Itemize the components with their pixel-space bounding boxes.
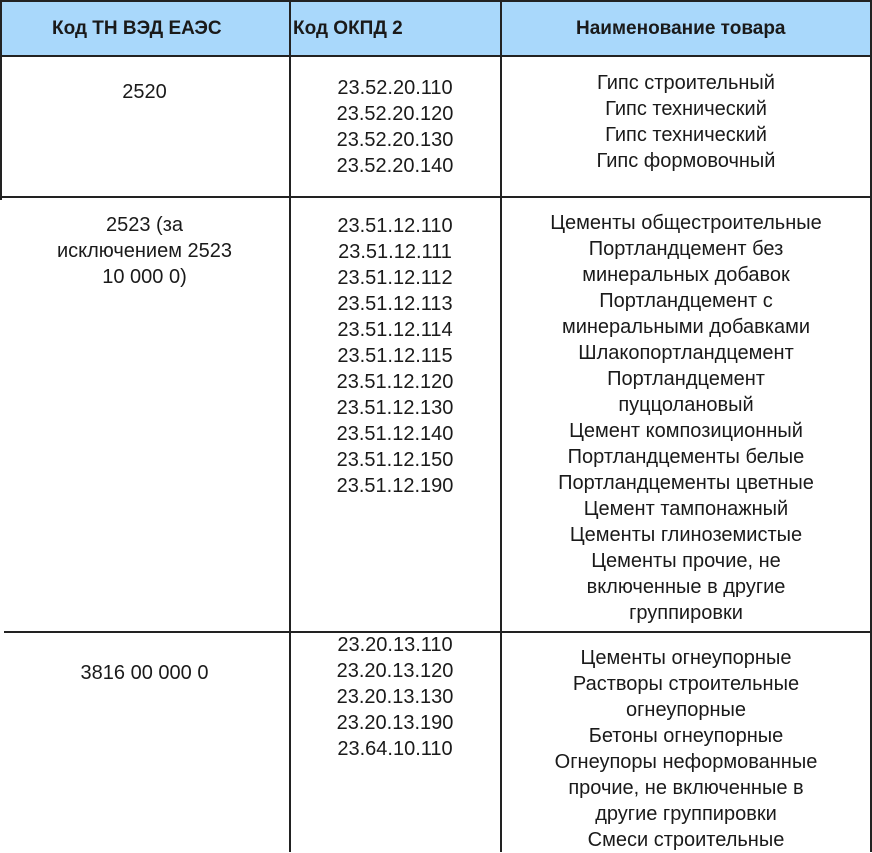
row1-product-names — [502, 70, 870, 174]
cell-line: 23.52.20.140 — [336, 155, 454, 177]
cell-line: огнеупорные — [626, 699, 746, 721]
cell-line: 23.51.12.190 — [336, 475, 454, 497]
row2-tn-code — [0, 212, 289, 290]
cell-line: 10 000 0) — [102, 266, 187, 288]
cell-line: Цементы общестроительные — [550, 212, 822, 234]
row1-okpd-codes — [290, 75, 500, 179]
cell-line: Цементы глиноземистые — [569, 524, 803, 546]
cell-line: 23.20.13.130 — [336, 686, 454, 708]
header-tn-ved: Код ТН ВЭД ЕАЭС — [52, 18, 222, 39]
row2-okpd-codes — [290, 213, 500, 499]
row3-product-names — [502, 645, 870, 853]
cell-line: 23.20.13.120 — [336, 660, 454, 682]
cell-line: исключением 2523 — [56, 240, 233, 262]
row-divider-1 — [0, 196, 872, 198]
cell-line: Портландцемент с — [599, 290, 773, 312]
cell-line: 23.51.12.111 — [338, 241, 452, 263]
cell-line: Цементы огнеупорные — [580, 647, 792, 669]
cell-line: 23.51.12.112 — [337, 267, 453, 289]
cell-line: Портландцемент — [607, 368, 765, 390]
cell-line: 23.51.12.114 — [337, 319, 453, 341]
cell-line: 23.51.12.120 — [336, 371, 454, 393]
cell-line: Огнеупоры неформованные — [554, 751, 818, 773]
cell-line: Портландцементы цветные — [558, 472, 814, 494]
cell-line: 23.20.13.190 — [336, 712, 454, 734]
cell-line: Цементы прочие, не — [591, 550, 781, 572]
cell-line: 23.20.13.110 — [337, 634, 453, 656]
header-product-name: Наименование товара — [576, 18, 786, 39]
row1-tn-code: 2520 — [122, 81, 167, 103]
cell-line: минеральными добавками — [561, 316, 811, 338]
header-okpd: Код ОКПД 2 — [293, 18, 403, 39]
cell-line: 23.51.12.110 — [337, 215, 453, 237]
cell-line: включенные в другие — [586, 576, 786, 598]
cell-line: 23.51.12.113 — [337, 293, 453, 315]
cell-line: Бетоны огнеупорные — [588, 725, 784, 747]
cell-line: прочие, не включенные в — [568, 777, 804, 799]
row3-okpd-codes — [290, 632, 500, 762]
cell-line: 23.51.12.140 — [336, 423, 454, 445]
cell-line: пуццолановый — [618, 394, 754, 416]
cell-line: Портландцементы белые — [567, 446, 805, 468]
cell-line: 2523 (за — [105, 214, 183, 236]
cell-line: Гипс технический — [605, 98, 767, 120]
cell-line: 23.51.12.150 — [336, 449, 454, 471]
cell-line: Портландцемент без — [588, 238, 784, 260]
table-header — [0, 0, 872, 57]
row3-tn-code — [0, 660, 289, 686]
cell-line: Шлакопортландцемент — [578, 342, 794, 364]
cell-line: 23.64.10.110 — [337, 738, 453, 760]
cell-line: Растворы строительные — [572, 673, 800, 695]
row2-product-names — [502, 210, 870, 626]
cell-line: 23.51.12.115 — [337, 345, 453, 367]
cell-line: 23.51.12.130 — [336, 397, 454, 419]
cell-line: 3816 00 000 0 — [80, 662, 209, 684]
cell-line: группировки — [629, 602, 743, 624]
cell-line: Гипс формовочный — [596, 150, 776, 172]
cell-line: минеральных добавок — [582, 264, 790, 286]
cell-line: 23.52.20.120 — [336, 103, 454, 125]
cell-line: Гипс строительный — [597, 72, 775, 94]
cell-line: 23.52.20.110 — [337, 77, 453, 99]
cell-line: другие группировки — [595, 803, 777, 825]
cell-line: Цемент тампонажный — [583, 498, 789, 520]
cell-line: 23.52.20.130 — [336, 129, 454, 151]
cell-line: Цемент композиционный — [569, 420, 803, 442]
table-border-right — [870, 0, 872, 852]
cell-line: Смеси строительные — [587, 829, 785, 851]
cell-line: Гипс технический — [605, 124, 767, 146]
